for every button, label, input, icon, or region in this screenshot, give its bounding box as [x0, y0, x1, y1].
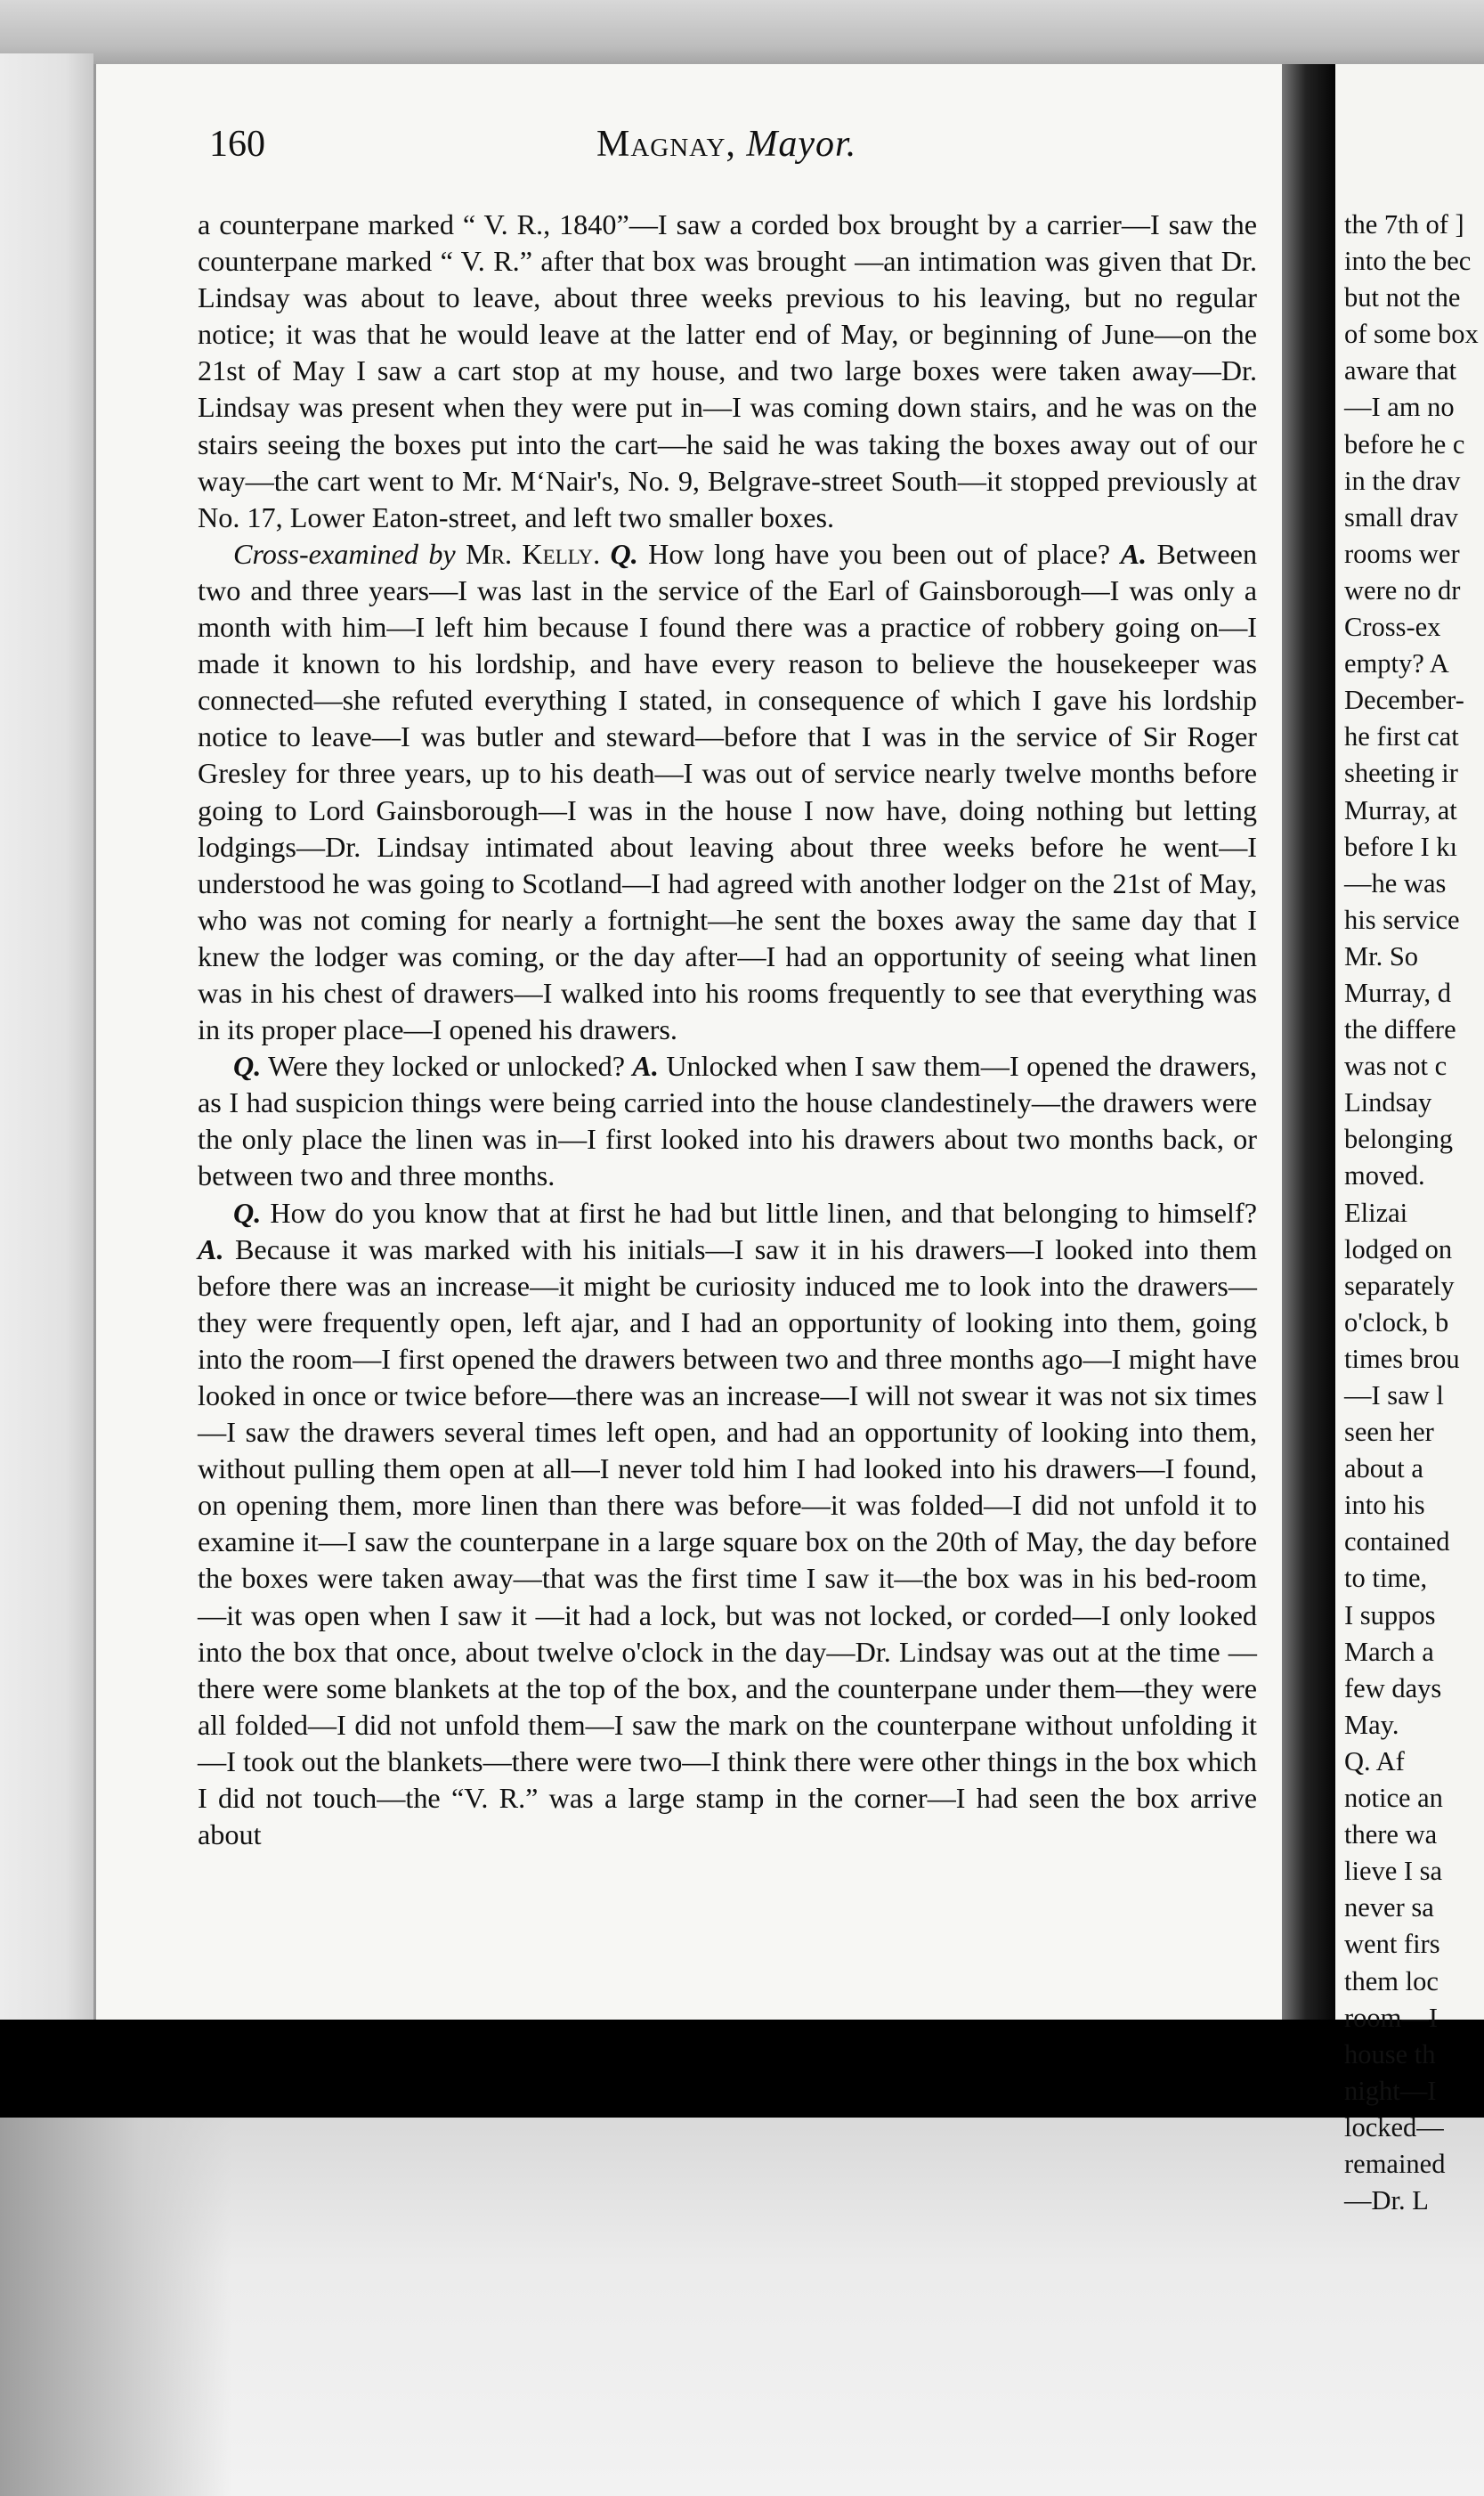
question-marker: Q. — [233, 1050, 262, 1083]
facing-page-line: his service — [1344, 904, 1460, 935]
scan-bottom-shadow — [0, 2118, 231, 2496]
main-text — [198, 207, 1257, 1853]
facing-page-line: went firs — [1344, 1929, 1440, 1960]
facing-page-line: separately — [1344, 1270, 1455, 1301]
facing-page-line: I suppos — [1344, 1599, 1436, 1630]
facing-page-fragment — [1344, 207, 1484, 2219]
book-gutter — [1282, 64, 1335, 2023]
facing-page-line: Q. Af — [1344, 1745, 1405, 1776]
facing-page-line: lieve I sa — [1344, 1856, 1443, 1887]
facing-page-line: of some box — [1344, 319, 1479, 350]
facing-page-line: before he c — [1344, 428, 1465, 459]
question-marker: Q. — [233, 1196, 262, 1229]
facing-page-line: but not the — [1344, 282, 1461, 313]
paragraph-1: a counterpane marked “ V. R., 1840”—I saw a corded box brought by a carrier—I saw the counterpane marked “ V. R.” after that box was brought —an intimation was given that Dr. Lindsay was about to leave, about three weeks previous to his leaving, but no regular notice; it was that he would leave at the latter end of May, or beginning of June—on the 21st of May I saw a cart stop at my house, and two large boxes were taken away—Dr. Lindsay was present when they were put in—I was coming down stairs, and he was on the stairs seeing the boxes put into the cart—he said he was taking the boxes away out of our way—the cart went to Mr. M‘Nair's, No. 9, Belgrave-street South—it stopped previously at No. 17, Lower Eaton-street, and left two smaller boxes. — [198, 208, 1257, 533]
scan-bottom-band — [0, 2020, 1484, 2118]
facing-page-line: —Dr. L — [1344, 2185, 1429, 2216]
facing-page-line: rooms wer — [1344, 538, 1460, 569]
facing-page-line: sheeting ir — [1344, 758, 1458, 789]
facing-page-line: small drav — [1344, 501, 1458, 533]
facing-page-line: about a — [1344, 1453, 1423, 1484]
answer-marker: A. — [198, 1232, 224, 1265]
paragraph-4 — [198, 1195, 1257, 1854]
facing-page-line: them loc — [1344, 1965, 1439, 1996]
facing-page-line: night—I — [1344, 2075, 1437, 2106]
facing-page-line: locked— — [1344, 2111, 1444, 2142]
answer-text: Because it was marked with his initials—I saw it in his drawers—I looked into them before there was an increase—it might be curiosity induced me to look into the drawers—they were frequently open, left ajar, and I had an opportunity of looking into them, going into the room—I first opened the drawers between two and three months ago—I might have looked in once or twice before—there was an increase—I will not swear it was not six times—I saw the drawers several times left open, and had an opportunity of looking into them, without pulling them open at all—I never told him I had looked into his drawers—I found, on opening them, more linen than there was before—it was folded—I did not unfold it to examine it—I saw the counterpane in a large square box on the 20th of May, the day before the boxes were taken away—that was the first time I saw it—the box was in his bed-room—it was open when I saw it —it had a lock, but was not locked, or corded—I only looked into the box that once, about twelve o'clock in the day—Dr. Lindsay was out at the time —there were some blankets at the top of the box, and the counterpane under them—they were all folded—I did not unfold them—I saw the mark on the counterpane without unfolding it—I took out the blankets—there were two—I think there were other things in the box which I did not touch—the “V. R.” was a large stamp in the corner—I had seen the box arrive about — [198, 1232, 1257, 1851]
facing-page-line: there wa — [1344, 1819, 1438, 1850]
facing-page-line: before I kı — [1344, 831, 1458, 862]
facing-page-line: moved. — [1344, 1160, 1425, 1191]
running-head — [596, 123, 856, 166]
facing-page-line: he first cat — [1344, 721, 1459, 752]
facing-page-line: notice an — [1344, 1783, 1443, 1814]
running-head-name: Magnay, — [596, 124, 736, 165]
page-number: 160 — [209, 124, 265, 165]
facing-page-line: few days — [1344, 1672, 1442, 1703]
facing-page-line: Murray, at — [1344, 794, 1457, 825]
facing-page-line: —I am no — [1344, 392, 1455, 423]
facing-page-line: into his — [1344, 1490, 1425, 1521]
answer-marker: A. — [632, 1050, 659, 1083]
facing-page-line: aware that — [1344, 355, 1457, 386]
question-text: Were they locked or unlocked? — [268, 1050, 625, 1083]
facing-page-line: contained — [1344, 1526, 1450, 1557]
facing-page-line: Cross-ex — [1344, 612, 1441, 643]
facing-page-line: to time, — [1344, 1563, 1428, 1594]
facing-page-line: into the bec — [1344, 246, 1472, 277]
page-header — [209, 123, 1251, 167]
paragraph-2 — [198, 536, 1257, 1048]
facing-page-line: was not c — [1344, 1051, 1448, 1082]
facing-page-line: Elizai — [1344, 1197, 1408, 1228]
page-edge-left — [0, 53, 93, 2021]
question-text: How long have you been out of place? — [648, 537, 1111, 570]
facing-page-line: seen her — [1344, 1417, 1434, 1448]
paragraph-3 — [198, 1048, 1257, 1194]
question-text: How do you know that at first he had but little linen, and that belonging to himself? — [270, 1196, 1258, 1229]
facing-page-line: the 7th of ] — [1344, 209, 1464, 240]
running-head-title: Mayor. — [746, 124, 857, 165]
facing-page-line: in the drav — [1344, 465, 1461, 496]
answer-marker: A. — [1120, 537, 1147, 570]
facing-page-line: March a — [1344, 1636, 1434, 1667]
facing-page-line: remained — [1344, 2148, 1446, 2179]
cross-examined-label: Cross-examined by — [233, 537, 456, 570]
answer-text: Unlocked when I saw them—I opened the drawers, as I had suspicion things were being carried into the house clandestinely—the drawers were the only place the linen was in—I first looked into his drawers about two months back, or between two and three months. — [198, 1050, 1258, 1192]
answer-text: Between two and three years—I was last in the service of the Earl of Gainsborough—I was only a month with him—I left him because I found there was a practice of robbery going on—I made it known to his lordship, and have every reason to believe the housekeeper was connected—she refuted everything I stated, in consequence of which I gave his lordship notice to leave—I was butler and steward—before that I was in the service of Sir Roger Gresley for three years, up to his death—I was out of service nearly twelve months before going to Lord Gainsborough—I was in the house I now have, doing nothing but letting lodgings—Dr. Lindsay intimated about leaving about three weeks before he went—I understood he was going to Scotland—I had agreed with another lodger on the 21st of May, who was not coming for nearly a fortnight—he sent the boxes away the same day that I knew the lodger was coming, or the day after—I had an opportunity of seeing what linen was in his chest of drawers—I walked into his rooms frequently to see that everything was in its proper place—I opened his drawers. — [198, 537, 1258, 1046]
facing-page-line: house th — [1344, 2038, 1436, 2069]
facing-page-line: o'clock, b — [1344, 1306, 1449, 1337]
facing-page-line: the differe — [1344, 1014, 1456, 1045]
question-marker: Q. — [610, 537, 638, 570]
facing-page-line: never sa — [1344, 1892, 1434, 1923]
facing-page-line: Lindsay — [1344, 1087, 1432, 1118]
counsel-name: Mr. Kelly. — [466, 537, 601, 570]
facing-page-line: room—I — [1344, 2002, 1439, 2033]
facing-page-line: Mr. So — [1344, 940, 1419, 972]
facing-page-line: were no dr — [1344, 574, 1461, 606]
facing-page-line: times brou — [1344, 1343, 1460, 1374]
facing-page-line: lodged on — [1344, 1233, 1453, 1264]
facing-page-line: May. — [1344, 1709, 1399, 1740]
facing-page-line: empty? A — [1344, 648, 1449, 679]
facing-page-line: Murray, d — [1344, 977, 1451, 1008]
facing-page-line: —I saw l — [1344, 1380, 1444, 1411]
facing-page-line: belonging — [1344, 1124, 1453, 1155]
facing-page-line: —he was — [1344, 867, 1447, 898]
facing-page-line: December- — [1344, 685, 1464, 716]
